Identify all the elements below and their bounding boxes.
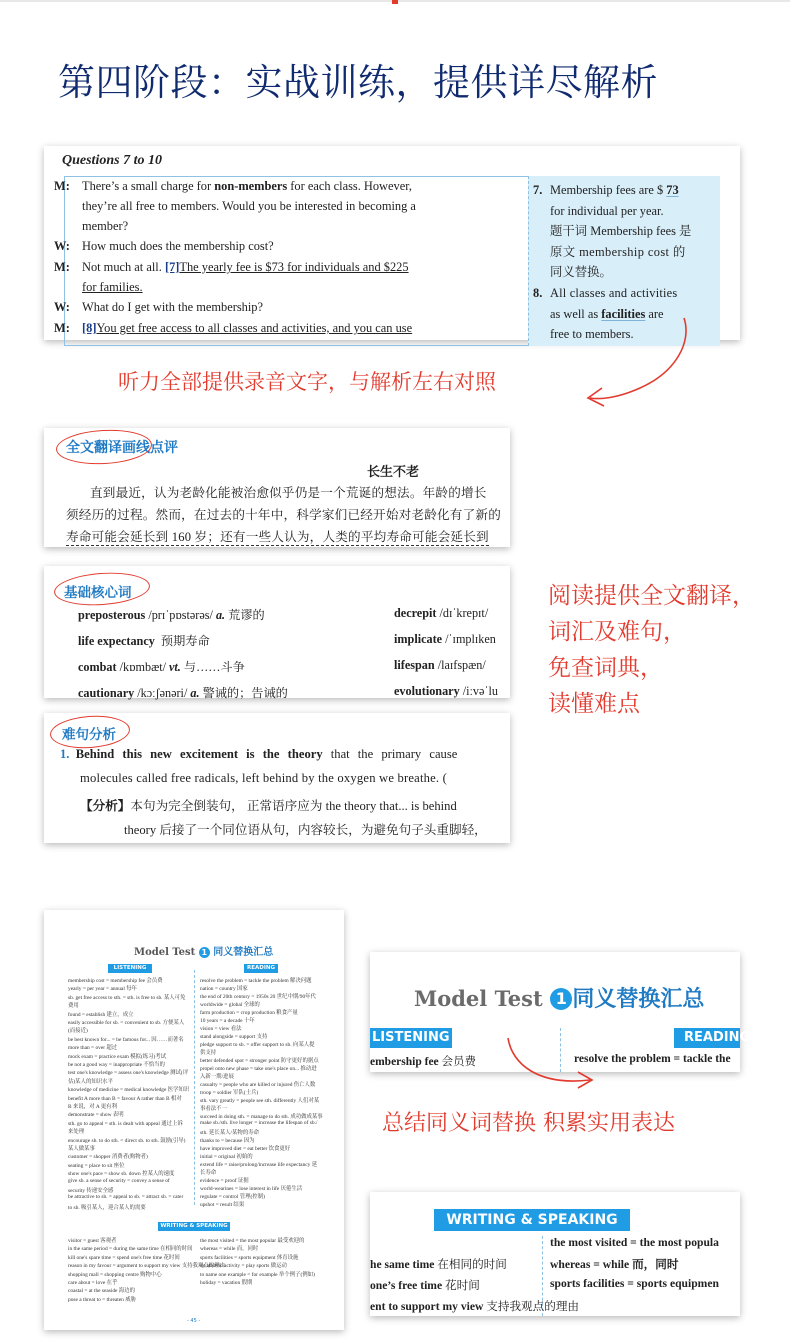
- vocab-pos: a.: [190, 686, 200, 700]
- listening-callout: 听力全部提供录音文字，与解析左右对照: [118, 370, 496, 394]
- booklet-line: the most visited = the most popular 最受欢迎的: [200, 1238, 305, 1244]
- vocab-word: decrepit: [394, 606, 437, 620]
- booklet-line: test one's knowledge = assess one's knowledge 测试(评: [68, 1070, 189, 1077]
- zoom-listening-entry: [370, 1053, 476, 1069]
- booklet-line: have improved diet = eat better 饮食更好: [200, 1146, 291, 1152]
- answer-line: All classes and activities: [550, 286, 678, 300]
- booklet-line: kill one's spare time = spend one's free time 花时间: [68, 1254, 180, 1261]
- booklet-line: security 传递安全感: [68, 1188, 114, 1194]
- booklet-line: more than = over 超过: [68, 1045, 118, 1052]
- writing-cn: 在相同的时间: [437, 1258, 507, 1271]
- vocab-word: combat: [78, 660, 117, 674]
- booklet-line: yearly = per year = annual 每年: [68, 986, 137, 993]
- booklet-writing-tag: WRITING & SPEAKING: [158, 1222, 230, 1231]
- vocab-word: cautionary: [78, 686, 135, 700]
- vocab-cn: 与……斗争: [183, 660, 245, 674]
- difficult-line: [60, 747, 457, 762]
- translation-card: [44, 428, 510, 547]
- answer-sentence: The yearly fee is $73 for individuals and $225: [179, 260, 409, 274]
- booklet-line: better defended spot = stronger point 防守更好的据点: [200, 1058, 319, 1064]
- vocab-entry: [394, 684, 498, 699]
- answer-sentence: for families.: [82, 280, 143, 294]
- vocab-entry: [78, 606, 265, 623]
- transcript-line: [54, 297, 263, 317]
- synonym-callout: 总结同义词替换 积累实用表达: [382, 1111, 675, 1136]
- vocab-card: [44, 566, 510, 698]
- booklet-line: 某人做某事: [68, 1146, 95, 1152]
- booklet-line: reason in my favour = argument to support my view 支持我观点的理由: [68, 1263, 225, 1270]
- sentence-text: that the primary cause: [322, 747, 458, 761]
- top-accent-mark: [392, 0, 398, 4]
- vocab-cn: 荒谬的: [228, 608, 265, 622]
- booklet-line: encourage sb. to do sth. = direct sb. to sth. 鼓励(引导): [68, 1137, 186, 1144]
- keyword: non-members: [214, 179, 288, 193]
- booklet-line: customer = shopper 消费者(购物者): [68, 1154, 148, 1161]
- translation-line: 寿命可能会延长到 160 岁；还有一些人认为，人类的平均寿命可能会延长到: [66, 526, 489, 546]
- answer-line: [550, 180, 679, 201]
- line-text: What do I get with the membership?: [82, 300, 263, 314]
- line-text: How much does the membership cost?: [82, 239, 274, 253]
- speaker-label: M:: [54, 321, 70, 335]
- vocab-ipa: /iːvəˈlu: [462, 684, 498, 698]
- booklet-title-prefix: Model Test: [134, 947, 196, 958]
- listening-arrow-icon: [580, 312, 710, 412]
- vocab-ipa: /laɪfspæn/: [437, 658, 486, 672]
- answer-number: 7.: [533, 183, 543, 197]
- zoom-title: [414, 982, 704, 1013]
- booklet-line: sth. vary greatly = people see sth. differently 人们对某: [200, 1098, 320, 1104]
- booklet-line: show one's pace = show sb. down 控某人的速度: [68, 1171, 175, 1178]
- booklet-line: pledge support to sb. = offer support to sb. 向某人提: [200, 1042, 315, 1048]
- difficult-line: theory 后接了一个同位语从句，内容较长，为避免句子头重脚轻，: [124, 823, 487, 837]
- booklet-line: nation = country 国家: [200, 986, 248, 992]
- answer-line: free to members.: [550, 327, 634, 341]
- zoom-entry-en: embership fee: [370, 1056, 439, 1068]
- line-text: Not much at all.: [82, 260, 165, 274]
- booklet-listening-tag: LISTENING: [108, 964, 152, 973]
- writing-entry: [370, 1298, 579, 1314]
- booklet-line: sth. go to appeal = sth. is dealt with appeal 通过上诉: [68, 1120, 183, 1127]
- booklet-line: regulate = control 管理(控制): [200, 1194, 265, 1200]
- booklet-line: 事看法不一: [200, 1106, 227, 1112]
- translation-line: 须经历的过程。然而，在过去的十年中，科学家们已经开始对老龄化有了新的: [66, 508, 501, 522]
- booklet-line: whereas = while 而，同时: [200, 1246, 259, 1253]
- booklet-line: sb. get free access to sth. = sth. is free to sb. 某人可免: [68, 994, 186, 1001]
- booklet-line: to sb. 吸引某人，迎合某人的需要: [68, 1204, 146, 1211]
- zoom-listening-tag: LISTENING: [370, 1028, 452, 1048]
- speaker-label: M:: [54, 179, 70, 193]
- booklet-line: demonstrate = show 表明: [68, 1112, 124, 1119]
- vocab-word: implicate: [394, 632, 443, 646]
- answer-line: 题干词 Membership fees 是: [550, 224, 692, 238]
- writing-cn: 花时间: [445, 1279, 480, 1292]
- translation-label-circle: [55, 428, 153, 467]
- vocab-cn: 警诫的；告诫的: [202, 686, 288, 700]
- booklet-line: B 来说，对 A 更有利: [68, 1104, 117, 1110]
- vocab-pos: vt.: [169, 660, 181, 674]
- booklet-line: benefit A more than B = favour A rather than B 相对: [68, 1095, 182, 1102]
- speaker-label: W:: [54, 239, 70, 253]
- booklet-line: troop = soldier 军队(士兵): [200, 1090, 259, 1096]
- answer-value: facilities: [601, 307, 646, 321]
- booklet-line: be best known for... = be famous for... 因……而著名: [68, 1036, 184, 1043]
- answer-line: 同义替换。: [550, 265, 612, 279]
- booklet-line: extend life = raise/prolong/increase life expectancy 延: [200, 1162, 318, 1168]
- vocab-cn: 预期寿命: [160, 634, 210, 648]
- answer-value: 73: [666, 183, 679, 197]
- booklet-line: be attractive to sb. = appeal to sb. = attract sb. = cater: [68, 1194, 184, 1201]
- translation-line: 直到最近，认为老龄化能被治愈似乎仍是一个荒诞的想法。年龄的增长: [90, 486, 487, 500]
- booklet-line: 长寿命: [200, 1170, 217, 1176]
- difficult-label: 难句分析: [62, 727, 116, 743]
- booklet-page: [44, 910, 344, 1330]
- reading-callout-line: 词汇及难句，: [548, 619, 686, 645]
- analysis-text: 本句为完全倒装句， 正常语序应为 the theory that... is behind: [130, 799, 457, 813]
- transcript-line: [54, 176, 412, 196]
- booklet-reading-tag: READING: [244, 964, 278, 973]
- reading-callout-line: 阅读提供全文翻译，: [548, 583, 755, 609]
- transcript-line: [54, 318, 412, 338]
- answer-text: Membership fees are $: [550, 183, 667, 197]
- booklet-line: shopping mall = shopping centre 购物中心: [68, 1271, 162, 1278]
- difficult-label-circle: [49, 713, 131, 751]
- vocab-entry: [78, 684, 288, 701]
- line-text: they’re all free to members. Would you be interested in becoming a: [82, 199, 416, 213]
- transcript-line: [54, 236, 274, 256]
- booklet-line: 费用: [68, 1003, 79, 1010]
- transcript-line: [54, 277, 143, 297]
- booklet-title-suffix: 同义替换汇总: [213, 947, 274, 958]
- booklet-line: 入新一期/进展: [200, 1074, 234, 1080]
- line-text: There’s a small charge for: [82, 179, 215, 193]
- transcript-line: [54, 257, 409, 277]
- booklet-line: mock exam = practice exam 模拟(练习)考试: [68, 1053, 167, 1060]
- vocab-entry: [78, 632, 210, 649]
- booklet-line: succeed in doing sth. = manage to do sth. 成功做成某事: [200, 1114, 323, 1120]
- booklet-line: care about = love 在乎: [68, 1280, 118, 1286]
- writing-en: one’s free time: [370, 1279, 443, 1292]
- booklet-line: propel onto new phase = take one's place on... 推动进: [200, 1066, 317, 1072]
- writing-en: he same time: [370, 1258, 435, 1271]
- difficult-sentence-card: [44, 713, 510, 843]
- zoom-title-prefix: Model Test: [414, 986, 543, 1011]
- booklet-line: sports facilities = sports equipment 体育设施: [200, 1254, 299, 1261]
- booklet-line: thanks to = because 因为: [200, 1138, 255, 1144]
- answer-line: for individual per year.: [550, 204, 664, 218]
- question-tag: [7]: [164, 260, 180, 274]
- booklet-line: give sb. a sense of security = convey a sense of: [68, 1177, 170, 1184]
- vocab-label-circle: [53, 570, 151, 609]
- answer-text: as well as: [550, 307, 602, 321]
- booklet-line: world-wearines = lose interest in life 厌倦生活: [200, 1186, 303, 1192]
- zoom-reading-tag: READING: [674, 1028, 740, 1048]
- booklet-line: farm production = crop production 粮食产量: [200, 1010, 298, 1016]
- writing-entry: the most visited = the most popula: [550, 1236, 719, 1249]
- booklet-divider: [194, 970, 195, 1205]
- vocab-ipa: /dɪˈkrepɪt/: [439, 606, 489, 620]
- booklet-page-number: - 45 -: [187, 1318, 201, 1324]
- vocab-word: lifespan: [394, 658, 435, 672]
- booklet-line: 估)某人的知识水平: [68, 1078, 113, 1085]
- vocab-pos: a.: [215, 608, 226, 622]
- booklet-line: to name one example = for example 举个例子(例如): [200, 1271, 315, 1278]
- reading-callout-line: 免查词典，: [548, 655, 663, 681]
- booklet-line: in the same period = during the same time 在相同的时间: [68, 1246, 193, 1253]
- booklet-line: knowledge of medicine = medical knowledge 医学知识: [68, 1087, 190, 1094]
- booklet-line: initial = original 初始的: [200, 1154, 253, 1160]
- zoom-title-num: 1: [550, 988, 572, 1010]
- booklet-line: evidence = proof 证据: [200, 1178, 249, 1184]
- answer-line: 原文 membership cost 的: [550, 245, 686, 259]
- booklet-line: visitor = guest 客观者: [68, 1238, 117, 1244]
- booklet-line: holiday = vacation 假期: [200, 1280, 253, 1286]
- booklet-line: be not a good way = inappropriate 不恰当的: [68, 1062, 165, 1068]
- booklet-line: 供支持: [200, 1050, 217, 1056]
- zoom-writing-tag: WRITING & SPEAKING: [434, 1209, 630, 1231]
- booklet-line: stand alongside = support 支持: [200, 1034, 268, 1040]
- writing-en: ent to support my view: [370, 1300, 484, 1313]
- vocab-entry: [78, 658, 245, 675]
- vocab-word: life expectancy: [78, 634, 155, 648]
- page-heading: 第四阶段：实战训练，提供详尽解析: [58, 61, 658, 104]
- synonym-arrow-icon: [498, 1030, 608, 1102]
- booklet-line: easily accessible for sb. = convenient to sb. 方便某人: [68, 1020, 185, 1026]
- booklet-line: seating = place to sit 座位: [68, 1162, 125, 1169]
- vocab-ipa: /kɒmbæt/: [119, 660, 166, 674]
- vocab-entry: [394, 606, 488, 621]
- vocab-word: evolutionary: [394, 684, 460, 698]
- zoom-title-suffix: 同义替换汇总: [572, 987, 705, 1012]
- writing-entry: whereas = while 而，同时: [550, 1258, 679, 1271]
- writing-entry: [370, 1277, 480, 1293]
- booklet-line: 来处理: [68, 1129, 85, 1136]
- writing-zoom: [370, 1192, 740, 1316]
- booklet-line: vision = view 看法: [200, 1026, 242, 1032]
- booklet-line: casualty = people who are killed or injured 伤亡人数: [200, 1082, 316, 1088]
- booklet-title-num: 1: [199, 947, 210, 958]
- reading-callout: [548, 578, 755, 722]
- booklet-line: (而接近): [68, 1028, 88, 1035]
- question-tag: [8]: [82, 321, 97, 335]
- writing-cn: 支持我观点的理由: [486, 1300, 580, 1313]
- listening-card: [44, 146, 740, 340]
- sentence-bold: Behind this new excitement is the theory: [75, 747, 323, 761]
- zoom-entry-cn: 会员费: [441, 1056, 477, 1068]
- vocab-entry: [394, 658, 486, 673]
- booklet-line: do athletic activity = play sports 做运动: [200, 1263, 287, 1270]
- transcript-line: [54, 216, 128, 236]
- answer-number: 8.: [533, 286, 543, 300]
- vocab-label: 基础核心词: [64, 585, 132, 601]
- booklet-line: resolve the problem = tackle the problem 解决问题: [200, 978, 312, 984]
- translation-title: 长生不老: [367, 464, 420, 479]
- difficult-line: [80, 795, 457, 814]
- vocab-word: preposterous: [78, 608, 146, 622]
- answer-sentence: You get free access to all classes and activities, and you can use: [96, 321, 413, 335]
- transcript-line: [54, 196, 416, 216]
- analysis-tag: 【分析】: [80, 799, 131, 813]
- difficult-line: molecules called free radicals, left behind by the oxygen we breathe. (: [80, 771, 448, 785]
- booklet-line: found = establish 建立，成立: [68, 1011, 134, 1018]
- vocab-ipa: /ˈɪmplɪken: [445, 632, 496, 646]
- speaker-label: M:: [54, 260, 70, 274]
- line-text: member?: [82, 219, 129, 233]
- reading-callout-line: 读懂难点: [548, 691, 640, 717]
- answer-text: are: [645, 307, 664, 321]
- booklet-line: coastal = at the seaside 海边的: [68, 1288, 135, 1295]
- questions-title: Questions 7 to 10: [62, 153, 162, 168]
- translation-label: 全文翻译画线点评: [66, 440, 178, 456]
- sentence-number: 1.: [60, 747, 70, 761]
- booklet-line: make sb./sth. live longer = increase the lifespan of sb./: [200, 1120, 318, 1126]
- writing-entry: [370, 1256, 507, 1272]
- zoom-entry-en: resolve the problem = tackle the: [574, 1053, 731, 1065]
- booklet-line: the end of 20th century = 1950s 20 世纪中期/90年代: [200, 994, 316, 1000]
- booklet-line: pose a threat to = threaten 威胁: [68, 1296, 137, 1303]
- booklet-line: membership cost = membership fee 会员费: [68, 978, 163, 984]
- vocab-ipa: /kɔːʃənəri/: [137, 686, 188, 700]
- speaker-label: W:: [54, 300, 70, 314]
- writing-entry: sports facilities = sports equipmen: [550, 1277, 719, 1290]
- line-text: for each class. However,: [287, 179, 412, 193]
- vocab-entry: [394, 632, 496, 647]
- booklet-line: sth. 延长某人/某物的寿命: [200, 1130, 259, 1136]
- booklet-line: 10 years = a decade 十年: [200, 1018, 255, 1024]
- vocab-ipa: /prɪˈpɒstərəs/: [148, 608, 213, 622]
- booklet-line: upshot = result 结果: [200, 1202, 245, 1208]
- booklet-line: worldwide = global 全球的: [200, 1002, 260, 1008]
- booklet-title: [134, 943, 273, 958]
